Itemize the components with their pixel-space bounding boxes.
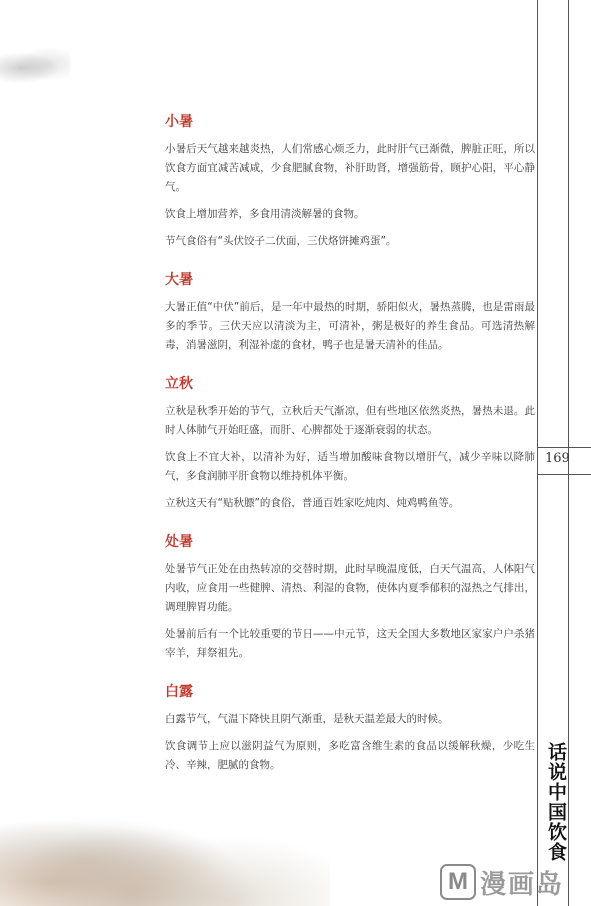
section-paragraph: 饮食上不宜大补，以清补为好，适当增加酸味食物以增肝气，减少辛味以降肺气，多食润肺平肝食物以维持机体平衡。 [165, 451, 535, 482]
section-paragraph: 处暑节气正处在由热转凉的交替时期，此时早晚温度低，白天气温高，人体阳气内收，应食用一些健脾、清热、利湿的食物，使体内夏季郁积的湿热之气排出，调理脾胃功能。 [165, 563, 535, 613]
watermark-logo [440, 862, 564, 902]
section-paragraph: 白露节气，气温下降快且阴气渐重，是秋天温差最大的时候。 [165, 713, 449, 725]
section-title: 大暑 [165, 272, 193, 288]
section-paragraph: 小暑后天气越来越炎热，人们常感心烦乏力，此时肝气已渐微，脾脏正旺，所以饮食方面宜减苦减咸，少食肥腻食物，补肝助肾，增强筋骨，顾护心阳，平心静气。 [165, 143, 535, 193]
section-title: 处暑 [165, 534, 193, 550]
section-dashu [165, 270, 535, 355]
section-paragraph: 处暑前后有一个比较重要的节日——中元节，这天全国大多数地区家家户户杀猪宰羊，拜祭祖先。 [165, 628, 535, 659]
landscape-painting-decoration [0, 786, 330, 906]
watermark-text: 漫画岛 [480, 869, 565, 900]
page-content [165, 112, 535, 794]
ink-splash-decoration [0, 48, 70, 88]
section-paragraph: 立秋这天有“贴秋膘”的食俗，普通百姓家吃炖肉、炖鸡鸭鱼等。 [165, 497, 460, 509]
page-number: 169 [545, 451, 570, 466]
section-title: 立秋 [165, 376, 193, 392]
section-paragraph: 饮食调节上应以滋阴益气为原则，多吃富含维生素的食品以缓解秋燥，少吃生冷、辛辣，肥腻的食物。 [165, 740, 535, 771]
section-xiaoshu [165, 112, 535, 251]
section-liqiu [165, 374, 535, 513]
section-paragraph: 饮食上增加营养，多食用清淡解暑的食物。 [165, 208, 365, 220]
book-title: 话说中国饮食 [545, 742, 567, 862]
section-bailu [165, 682, 535, 775]
section-title: 白露 [165, 684, 193, 700]
watermark-badge-icon: M [440, 864, 476, 900]
section-paragraph: 节气食俗有“头伏饺子二伏面，三伏烙饼摊鸡蛋”。 [165, 235, 397, 247]
section-paragraph: 立秋是秋季开始的节气，立秋后天气渐凉，但有些地区依然炎热，暑热未退。此时人体肺气开始旺盛，而肝、心脾都处于逐渐衰弱的状态。 [165, 405, 535, 436]
section-paragraph: 大暑正值“中伏”前后，是一年中最热的时期，骄阳似火，暑热蒸腾，也是雷雨最多的季节。三伏天应以清淡为主，可清补，粥是极好的养生食品。可选清热解毒，消暑滋阴，利湿补虚的食材，鸭子也是暑天清补的佳品。 [165, 301, 535, 351]
section-chushu [165, 532, 535, 663]
section-title: 小暑 [165, 114, 193, 130]
